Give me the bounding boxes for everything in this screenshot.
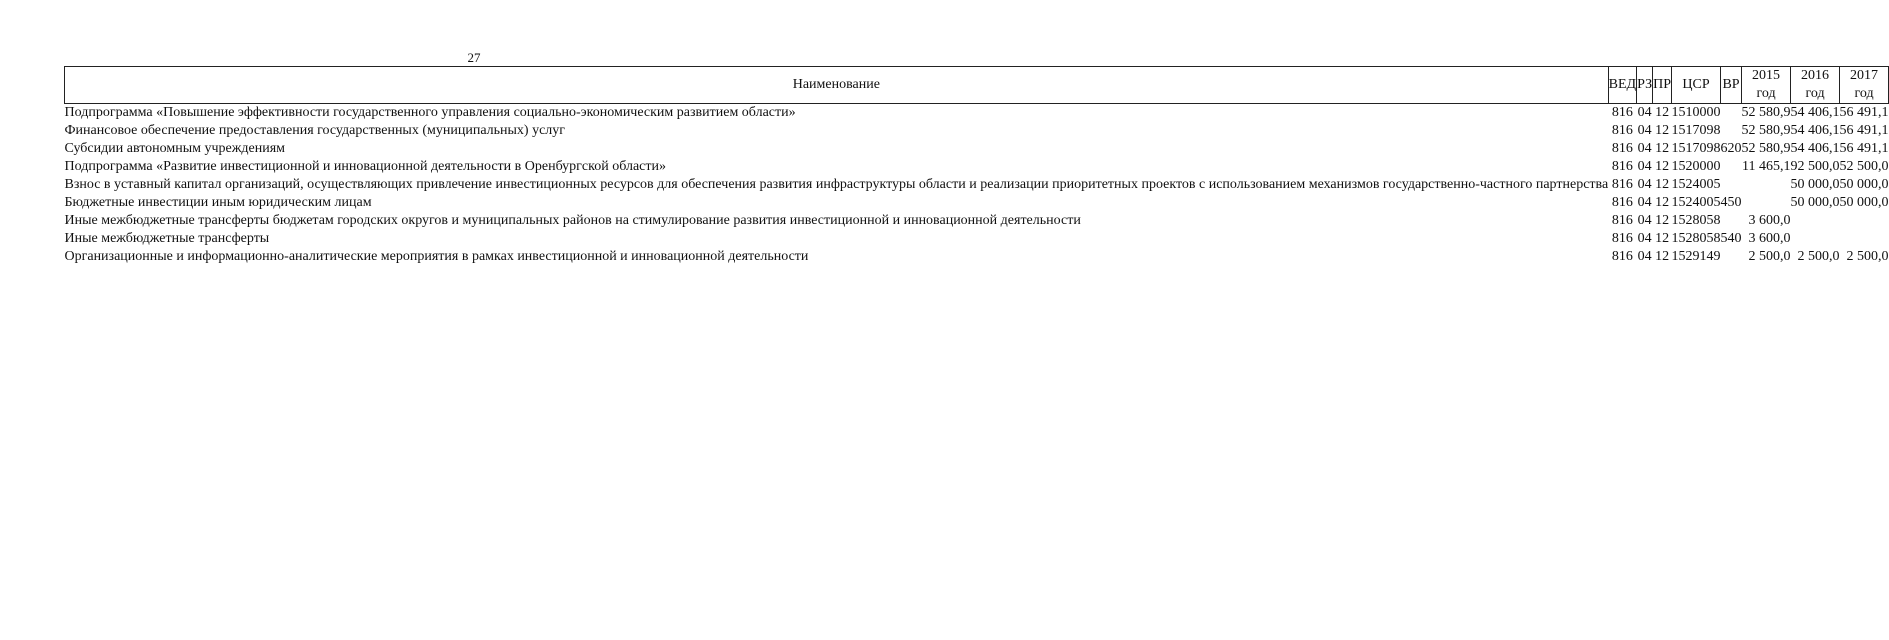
row-2017: 56 491,1 — [1839, 123, 1889, 138]
row-rz: 04 — [1637, 123, 1652, 138]
row-name: Взнос в уставный капитал организаций, осуществляющих привлечение инвестиционных ресурсов для обеспечения развития инфраструктуры области и реализации приоритетных проектов с использованием механизмов государственно-частного партнерства — [64, 177, 1609, 192]
row-pr: 12 — [1655, 231, 1670, 246]
row-ved: 816 — [1611, 105, 1633, 120]
row-2016: 50 000,0 — [1790, 177, 1840, 192]
row-vr — [1721, 104, 1742, 123]
row-ved: 816 — [1611, 231, 1633, 246]
row-name: Бюджетные инвестиции иным юридическим лицам — [64, 195, 372, 210]
row-ved: 816 — [1611, 123, 1633, 138]
table-row — [65, 122, 1889, 140]
row-csr: 1520000 — [1671, 159, 1721, 174]
col-header-ved: ВЕД — [1608, 67, 1636, 104]
row-vr — [1721, 158, 1742, 176]
row-csr: 1528058 — [1671, 231, 1721, 246]
table-row — [65, 194, 1889, 212]
row-2016: 54 406,1 — [1790, 105, 1840, 120]
table-row — [65, 176, 1889, 194]
col-header-2017: 2017 год — [1840, 67, 1889, 104]
row-name: Подпрограмма «Повышение эффективности государственного управления социально-экономическим развитием области» — [64, 105, 796, 120]
table-row — [65, 230, 1889, 248]
row-2015 — [1742, 176, 1791, 194]
row-2017: 56 491,1 — [1839, 141, 1889, 156]
row-pr: 12 — [1655, 123, 1670, 138]
col-header-name: Наименование — [65, 67, 1609, 104]
row-pr: 12 — [1655, 159, 1670, 174]
row-pr: 12 — [1655, 105, 1670, 120]
row-pr: 12 — [1655, 249, 1670, 264]
header-row — [65, 67, 1889, 104]
row-name: Иные межбюджетные трансферты — [64, 231, 270, 246]
row-2016: 54 406,1 — [1790, 123, 1840, 138]
row-2017: 2 500,0 — [1846, 249, 1889, 264]
table-row — [65, 104, 1889, 123]
table-row — [65, 212, 1889, 230]
col-header-rz: РЗ — [1637, 67, 1653, 104]
row-2015 — [1742, 194, 1791, 212]
row-2016: 2 500,0 — [1797, 249, 1840, 264]
row-rz: 04 — [1637, 159, 1652, 174]
row-pr: 12 — [1655, 141, 1670, 156]
row-ved: 816 — [1611, 159, 1633, 174]
row-rz: 04 — [1637, 105, 1652, 120]
row-vr — [1721, 176, 1742, 194]
row-rz: 04 — [1637, 231, 1652, 246]
row-name: Финансовое обеспечение предоставления государственных (муниципальных) услуг — [64, 123, 566, 138]
row-name: Иные межбюджетные трансферты бюджетам городских округов и муниципальных районов на стимулирование развития инвестиционной и инновационной деятельности — [64, 213, 1081, 228]
row-pr: 12 — [1655, 213, 1670, 228]
col-header-csr: ЦСР — [1672, 67, 1721, 104]
row-vr: 450 — [1720, 195, 1742, 210]
row-vr: 620 — [1720, 141, 1742, 156]
table-row — [65, 248, 1889, 266]
row-ved: 816 — [1611, 213, 1633, 228]
row-2015: 52 580,9 — [1741, 105, 1791, 120]
row-pr: 12 — [1655, 195, 1670, 210]
row-2017: 56 491,1 — [1839, 105, 1889, 120]
row-csr: 1524005 — [1671, 177, 1721, 192]
col-header-2015: 2015 год — [1742, 67, 1791, 104]
row-2017: 52 500,0 — [1839, 159, 1889, 174]
row-ved: 816 — [1611, 195, 1633, 210]
row-csr: 1517098 — [1671, 141, 1721, 156]
row-2016: 50 000,0 — [1790, 195, 1840, 210]
budget-table — [64, 66, 1889, 266]
table-row — [65, 140, 1889, 158]
row-ved: 816 — [1611, 141, 1633, 156]
row-rz: 04 — [1637, 195, 1652, 210]
row-vr — [1721, 212, 1742, 230]
row-csr: 1517098 — [1671, 123, 1721, 138]
row-rz: 04 — [1637, 177, 1652, 192]
row-2016: 92 500,0 — [1790, 159, 1840, 174]
row-rz: 04 — [1637, 249, 1652, 264]
row-2015: 11 465,1 — [1742, 159, 1791, 174]
row-csr: 1528058 — [1671, 213, 1721, 228]
row-vr — [1721, 248, 1742, 266]
col-header-pr: ПР — [1653, 67, 1672, 104]
col-header-2016: 2016 год — [1791, 67, 1840, 104]
row-2015: 2 500,0 — [1748, 249, 1791, 264]
row-name: Организационные и информационно-аналитические мероприятия в рамках инвестиционной и инновационной деятельности — [64, 249, 809, 264]
row-name: Подпрограмма «Развитие инвестиционной и инновационной деятельности в Оренбургской области» — [64, 159, 667, 174]
row-2016 — [1791, 230, 1840, 248]
row-2017 — [1840, 212, 1889, 230]
row-csr: 1524005 — [1671, 195, 1721, 210]
page-number: 27 — [467, 50, 481, 65]
row-pr: 12 — [1655, 177, 1670, 192]
row-2015: 3 600,0 — [1748, 231, 1791, 246]
row-rz: 04 — [1637, 213, 1652, 228]
row-2017 — [1840, 230, 1889, 248]
col-header-vr: ВР — [1721, 67, 1742, 104]
row-2016: 54 406,1 — [1790, 141, 1840, 156]
row-name: Субсидии автономным учреждениям — [64, 141, 286, 156]
row-ved: 816 — [1611, 177, 1633, 192]
row-vr: 540 — [1720, 231, 1742, 246]
row-2017: 50 000,0 — [1839, 177, 1889, 192]
row-csr: 1510000 — [1671, 105, 1721, 120]
table-row — [65, 158, 1889, 176]
row-csr: 1529149 — [1671, 249, 1721, 264]
row-2016 — [1791, 212, 1840, 230]
row-2015: 3 600,0 — [1748, 213, 1791, 228]
row-2015: 52 580,9 — [1741, 123, 1791, 138]
row-vr — [1721, 122, 1742, 140]
row-ved: 816 — [1611, 249, 1633, 264]
row-rz: 04 — [1637, 141, 1652, 156]
row-2015: 52 580,9 — [1741, 141, 1791, 156]
row-2017: 50 000,0 — [1839, 195, 1889, 210]
